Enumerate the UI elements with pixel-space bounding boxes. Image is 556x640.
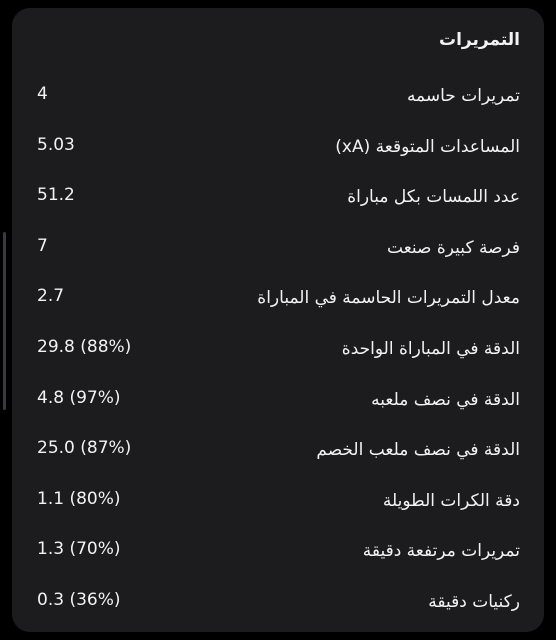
stat-row-assists [12, 74, 544, 125]
stat-value: 0.3 (36%) [37, 589, 121, 610]
stat-value: 7 [37, 235, 48, 256]
stat-value: 51.2 [37, 185, 75, 206]
stat-label: الدقة في نصف ملعبه [371, 389, 520, 410]
scroll-indicator[interactable] [3, 232, 6, 410]
stat-value: 5.03 [37, 134, 75, 155]
stat-row-accuracy-per-match [12, 327, 544, 378]
stat-value: 4 [37, 84, 48, 104]
stat-row-accurate-crosses [12, 529, 544, 580]
stats-list [12, 74, 544, 631]
stat-row-big-chances-created [12, 226, 544, 277]
stat-value: 4.8 (97%) [37, 387, 121, 408]
stat-label: معدل التمريرات الحاسمة في المباراة [257, 288, 520, 309]
stat-value: 29.8 (88%) [37, 336, 132, 357]
stat-value: 2.7 [37, 286, 65, 307]
card-title: التمريرات [439, 30, 520, 50]
stat-row-key-passes-per-match [12, 276, 544, 327]
stat-row-accurate-corners [12, 580, 544, 631]
stat-label: فرصة كبيرة صنعت [387, 237, 520, 258]
stat-value: 25.0 (87%) [37, 438, 132, 459]
stat-label: دقة الكرات الطويلة [382, 490, 520, 511]
stat-label: الدقة في نصف ملعب الخصم [316, 440, 520, 461]
stat-row-expected-assists [12, 125, 544, 176]
stat-label: عدد اللمسات بكل مباراة [347, 187, 520, 208]
stat-value: 1.1 (80%) [37, 488, 121, 509]
stat-label: ركنيات دقيقة [428, 591, 520, 612]
stat-row-long-ball-accuracy [12, 479, 544, 530]
stat-row-accuracy-opposition-half [12, 428, 544, 479]
stat-label: تمريرات مرتفعة دقيقة [362, 541, 520, 562]
stat-row-accuracy-own-half [12, 378, 544, 429]
stat-row-touches-per-match [12, 175, 544, 226]
stat-label: الدقة في المباراة الواحدة [341, 338, 520, 359]
passing-stats-card [12, 8, 544, 632]
stat-label: المساعدات المتوقعة (xA) [335, 136, 520, 157]
stat-label: تمريرات حاسمه [406, 86, 520, 106]
stat-value: 1.3 (70%) [37, 539, 121, 560]
